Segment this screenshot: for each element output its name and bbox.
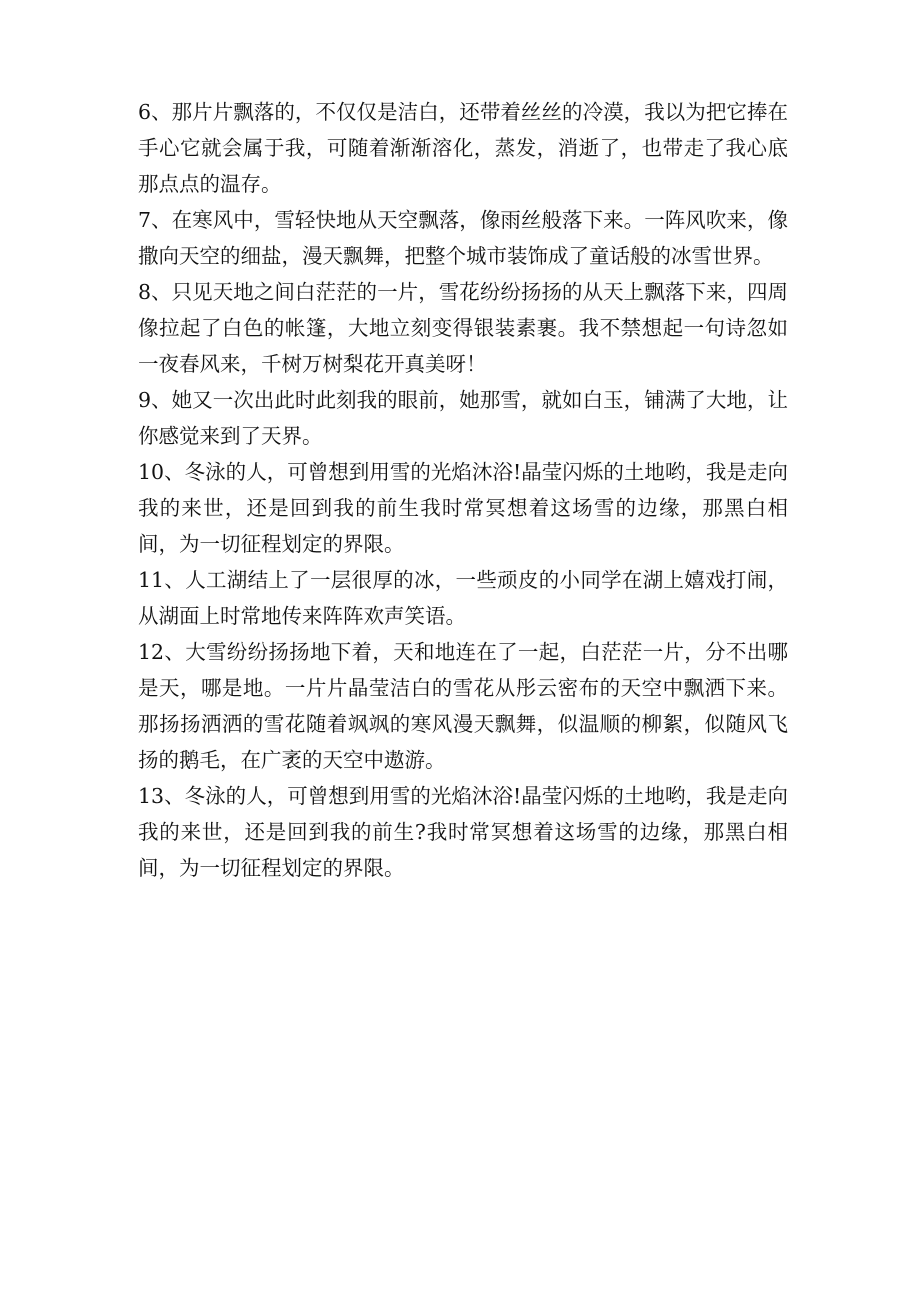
paragraph-13 xyxy=(138,778,788,886)
paragraph-10 xyxy=(138,454,788,562)
paragraph-8 xyxy=(138,274,788,382)
paragraph-number: 12、 xyxy=(138,640,186,664)
document-body xyxy=(138,94,788,886)
paragraph-text: 她又一次出此时此刻我的眼前，她那雪，就如白玉，铺满了大地，让你感觉来到了天界。 xyxy=(138,388,788,448)
paragraph-text: 冬泳的人，可曾想到用雪的光焰沐浴!晶莹闪烁的土地哟，我是走向我的来世，还是回到我的前生我时常冥想着这场雪的边缘，那黑白相间，为一切征程划定的界限。 xyxy=(138,460,788,556)
paragraph-number: 8、 xyxy=(138,280,172,304)
paragraph-6 xyxy=(138,94,788,202)
paragraph-text: 只见天地之间白茫茫的一片，雪花纷纷扬扬的从天上飘落下来，四周像拉起了白色的帐篷，大地立刻变得银装素裹。我不禁想起一句诗忽如一夜春风来，千树万树梨花开真美呀！ xyxy=(138,280,788,376)
paragraph-12 xyxy=(138,634,788,778)
paragraph-text: 人工湖结上了一层很厚的冰，一些顽皮的小同学在湖上嬉戏打闹，从湖面上时常地传来阵阵欢声笑语。 xyxy=(138,568,788,628)
paragraph-text: 大雪纷纷扬扬地下着，天和地连在了一起，白茫茫一片，分不出哪是天，哪是地。一片片晶莹洁白的雪花从彤云密布的天空中飘洒下来。那扬扬洒洒的雪花随着飒飒的寒风漫天飘舞，似温顺的柳絮，似随风飞扬的鹅毛，在广袤的天空中遨游。 xyxy=(138,640,788,772)
paragraph-number: 6、 xyxy=(138,100,172,124)
paragraph-number: 7、 xyxy=(138,208,172,232)
paragraph-text: 在寒风中，雪轻快地从天空飘落，像雨丝般落下来。一阵风吹来，像撒向天空的细盐，漫天飘舞，把整个城市装饰成了童话般的冰雪世界。 xyxy=(138,208,788,268)
paragraph-text: 冬泳的人，可曾想到用雪的光焰沐浴!晶莹闪烁的土地哟，我是走向我的来世，还是回到我的前生?我时常冥想着这场雪的边缘，那黑白相间，为一切征程划定的界限。 xyxy=(138,784,788,880)
paragraph-number: 11、 xyxy=(138,568,186,592)
paragraph-number: 13、 xyxy=(138,784,185,808)
paragraph-number: 9、 xyxy=(138,388,172,412)
paragraph-number: 10、 xyxy=(138,460,185,484)
paragraph-text: 那片片飘落的，不仅仅是洁白，还带着丝丝的冷漠，我以为把它捧在手心它就会属于我，可随着渐渐溶化，蒸发，消逝了，也带走了我心底那点点的温存。 xyxy=(138,100,788,196)
paragraph-9 xyxy=(138,382,788,454)
paragraph-7 xyxy=(138,202,788,274)
paragraph-11 xyxy=(138,562,788,634)
